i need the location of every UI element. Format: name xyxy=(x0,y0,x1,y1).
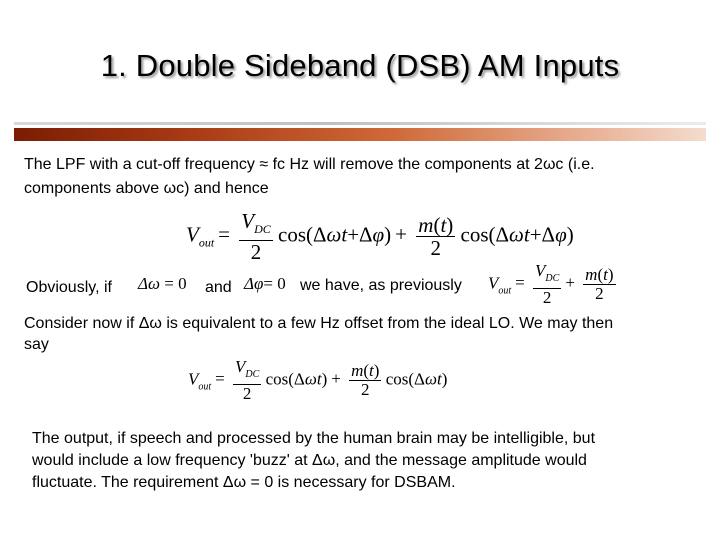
equation-output-full: $V_{out}$ = $\frac{V_{DC}}{2}$ cos(Δωt+Δφ) + $\frac{m(t)}{2}$ cos(Δωt+Δφ) xyxy=(186,209,574,264)
paragraph-1-line-2: components above ωc) and hence xyxy=(24,180,269,197)
paragraph-3-line-1: The output, if speech and processed by the human brain may be intelligible, but xyxy=(32,430,596,447)
equation-output-frequency-offset: $V_{out}$ = $\frac{V_{DC}}{2}$ cos(Δωt) + $\frac{m(t)}{2}$ cos(Δωt) xyxy=(188,357,448,403)
obviously-label: Obviously, if xyxy=(26,279,112,296)
equation-delta-phi-zero: Δφ= 0 xyxy=(244,274,286,293)
we-have-label: we have, as previously xyxy=(300,277,462,294)
and-label: and xyxy=(205,279,232,296)
paragraph-1-line-1: The LPF with a cut-off frequency ≈ fc Hz will remove the components at 2ωc (i.e. xyxy=(24,156,595,173)
paragraph-3-line-3: fluctuate. The requirement Δω = 0 is necessary for DSBAM. xyxy=(32,474,456,491)
equation-output-simplified: $V_{out}$ = $\frac{V_{DC}}{2}$ + $\frac{m(t)}{2}$ xyxy=(488,261,614,307)
paragraph-2-line-2: say xyxy=(24,336,49,353)
title-divider xyxy=(14,128,706,141)
paragraph-2-line-1: Consider now if Δω is equivalent to a few Hz offset from the ideal LO. We may then xyxy=(24,315,614,332)
title-divider-shadow xyxy=(14,122,706,125)
paragraph-3-line-2: would include a low frequency 'buzz' at Δω, and the message amplitude would xyxy=(32,452,587,469)
slide-title: 1. Double Sideband (DSB) AM Inputs xyxy=(100,48,620,83)
equation-delta-omega-zero: Δω = 0 xyxy=(138,274,187,293)
